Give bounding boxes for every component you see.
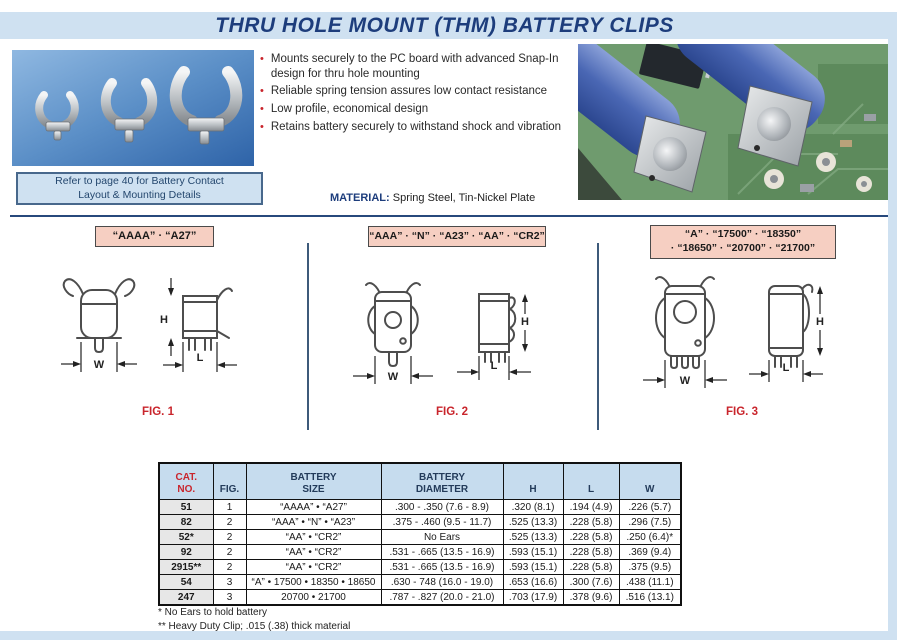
cat-no-cell: 54: [159, 575, 213, 590]
bottom-margin-band: [0, 631, 897, 640]
w-cell: .226 (5.7): [619, 500, 681, 515]
dim-l-label: L: [196, 352, 204, 364]
col-header-cat: CAT. NO.: [159, 463, 213, 500]
table-row: [159, 530, 681, 545]
column-divider-1: [307, 243, 309, 430]
l-cell: .378 (9.6): [563, 590, 619, 606]
cat-no-cell: 2915**: [159, 560, 213, 575]
l-cell: .228 (5.8): [563, 515, 619, 530]
diameter-cell: .787 - .827 (20.0 - 21.0): [381, 590, 503, 606]
size-label-text: “A” · “17500” · “18350”: [684, 228, 802, 241]
fig-cell: 3: [213, 590, 246, 606]
table-row: [159, 500, 681, 515]
fig1-drawing: [43, 268, 273, 406]
w-cell: .438 (11.1): [619, 575, 681, 590]
fig-cell: 2: [213, 515, 246, 530]
w-cell: .369 (9.4): [619, 545, 681, 560]
table-header-row: [159, 463, 681, 500]
col-header-fig: FIG.: [213, 463, 246, 500]
bullet-icon: •: [260, 103, 264, 116]
size-label-fig2: [368, 226, 546, 247]
col-header-size: BATTERY SIZE: [246, 463, 381, 500]
page-title: THRU HOLE MOUNT (THM) BATTERY CLIPS: [215, 13, 674, 37]
size-cell: 20700 • 21700: [246, 590, 381, 606]
material-label: MATERIAL:: [330, 192, 390, 204]
size-cell: “AAAA” • “A27”: [246, 500, 381, 515]
fig-cell: 2: [213, 530, 246, 545]
fig-cell: 2: [213, 560, 246, 575]
reference-note-box: [16, 172, 263, 205]
pcb-application-photo: [578, 44, 888, 200]
h-cell: .525 (13.3): [503, 515, 563, 530]
size-label-fig3: [650, 225, 836, 259]
diameter-cell: .630 - 748 (16.0 - 19.0): [381, 575, 503, 590]
diameter-cell: No Ears: [381, 530, 503, 545]
footnotes: [158, 606, 350, 633]
col-header-h: H: [503, 463, 563, 500]
note-line-2: Layout & Mounting Details: [78, 188, 201, 201]
w-cell: .296 (7.5): [619, 515, 681, 530]
dim-h-label: H: [816, 316, 824, 328]
h-cell: .703 (17.9): [503, 590, 563, 606]
bullet-icon: •: [260, 53, 264, 65]
h-cell: .653 (16.6): [503, 575, 563, 590]
size-cell: “AA” • “CR2”: [246, 530, 381, 545]
fig1-caption: FIG. 1: [142, 406, 174, 418]
fig-cell: 3: [213, 575, 246, 590]
dim-h-label: H: [521, 316, 529, 328]
table-row: [159, 560, 681, 575]
note-line-1: Refer to page 40 for Battery Contact: [55, 175, 224, 188]
cat-no-cell: 51: [159, 500, 213, 515]
cat-no-cell: 82: [159, 515, 213, 530]
table-row: [159, 590, 681, 606]
dim-w-label: W: [93, 359, 105, 371]
diameter-cell: .531 - .665 (13.5 - 16.9): [381, 560, 503, 575]
h-cell: .320 (8.1): [503, 500, 563, 515]
bullet-icon: •: [260, 120, 264, 133]
fig3-caption: FIG. 3: [726, 406, 758, 418]
size-cell: “AA” • “CR2”: [246, 545, 381, 560]
col-header-l: L: [563, 463, 619, 500]
column-divider-2: [597, 243, 599, 430]
feature-text: Low profile, economical design: [270, 103, 429, 116]
size-cell: “AAA” • “N” • “A23”: [246, 515, 381, 530]
l-cell: .194 (4.9): [563, 500, 619, 515]
spec-table: [158, 462, 682, 606]
size-label-fig1: [95, 226, 214, 247]
list-item: [260, 52, 582, 81]
l-cell: .300 (7.6): [563, 575, 619, 590]
dim-w-label: W: [387, 371, 399, 383]
feature-text: Mounts securely to the PC board with advanced Snap-In design for thru hole mounting: [270, 53, 559, 80]
l-cell: .228 (5.8): [563, 530, 619, 545]
dim-w-label: W: [679, 375, 691, 387]
fig3-drawing: [627, 268, 857, 406]
footnote-2: ** Heavy Duty Clip; .015 (.38) thick material: [158, 620, 351, 632]
diameter-cell: .300 - .350 (7.6 - 8.9): [381, 500, 503, 515]
diameter-cell: .531 - .665 (13.5 - 16.9): [381, 545, 503, 560]
fig2-caption: FIG. 2: [436, 406, 468, 418]
l-cell: .228 (5.8): [563, 545, 619, 560]
dim-h-label: H: [160, 314, 168, 326]
dim-l-label: L: [782, 362, 790, 374]
list-item: [260, 102, 582, 117]
cat-no-cell: 92: [159, 545, 213, 560]
dim-l-label: L: [490, 360, 498, 372]
size-label-text: · “18650” · “20700” · “21700”: [670, 242, 816, 254]
right-margin-band: [888, 12, 897, 640]
size-label-text: “AAAA” · “A27”: [112, 230, 197, 243]
table-row: [159, 575, 681, 590]
title-banner: [0, 12, 889, 39]
w-cell: .375 (9.5): [619, 560, 681, 575]
fig-cell: 2: [213, 545, 246, 560]
cat-no-cell: 247: [159, 590, 213, 606]
diameter-cell: .375 - .460 (9.5 - 11.7): [381, 515, 503, 530]
material-value: Spring Steel, Tin-Nickel Plate: [389, 192, 536, 204]
list-item: [260, 84, 582, 99]
feature-list: [260, 52, 582, 138]
fig-cell: 1: [213, 500, 246, 515]
feature-text: Retains battery securely to withstand shock and vibration: [270, 120, 562, 133]
h-cell: .525 (13.3): [503, 530, 563, 545]
size-cell: “AA” • “CR2”: [246, 560, 381, 575]
list-item: [260, 120, 582, 135]
col-header-diameter: BATTERY DIAMETER: [381, 463, 503, 500]
h-cell: .593 (15.1): [503, 545, 563, 560]
bullet-icon: •: [260, 85, 264, 98]
w-cell: .250 (6.4)*: [619, 530, 681, 545]
section-divider-rule: [10, 215, 888, 217]
material-line: [330, 192, 535, 204]
h-cell: .593 (15.1): [503, 560, 563, 575]
fig2-drawing: [337, 268, 567, 406]
cat-no-cell: 52*: [159, 530, 213, 545]
table-row: [159, 545, 681, 560]
l-cell: .228 (5.8): [563, 560, 619, 575]
size-label-text: “AAA” · “N” · “A23” · “AA” · “CR2”: [369, 229, 545, 242]
battery-clips-photo: [12, 50, 254, 166]
table-row: [159, 515, 681, 530]
feature-text: Reliable spring tension assures low contact resistance: [270, 85, 547, 98]
w-cell: .516 (13.1): [619, 590, 681, 606]
footnote-1: * No Ears to hold battery: [158, 607, 267, 618]
size-cell: “A” • 17500 • 18350 • 18650: [246, 575, 381, 590]
col-header-w: W: [619, 463, 681, 500]
